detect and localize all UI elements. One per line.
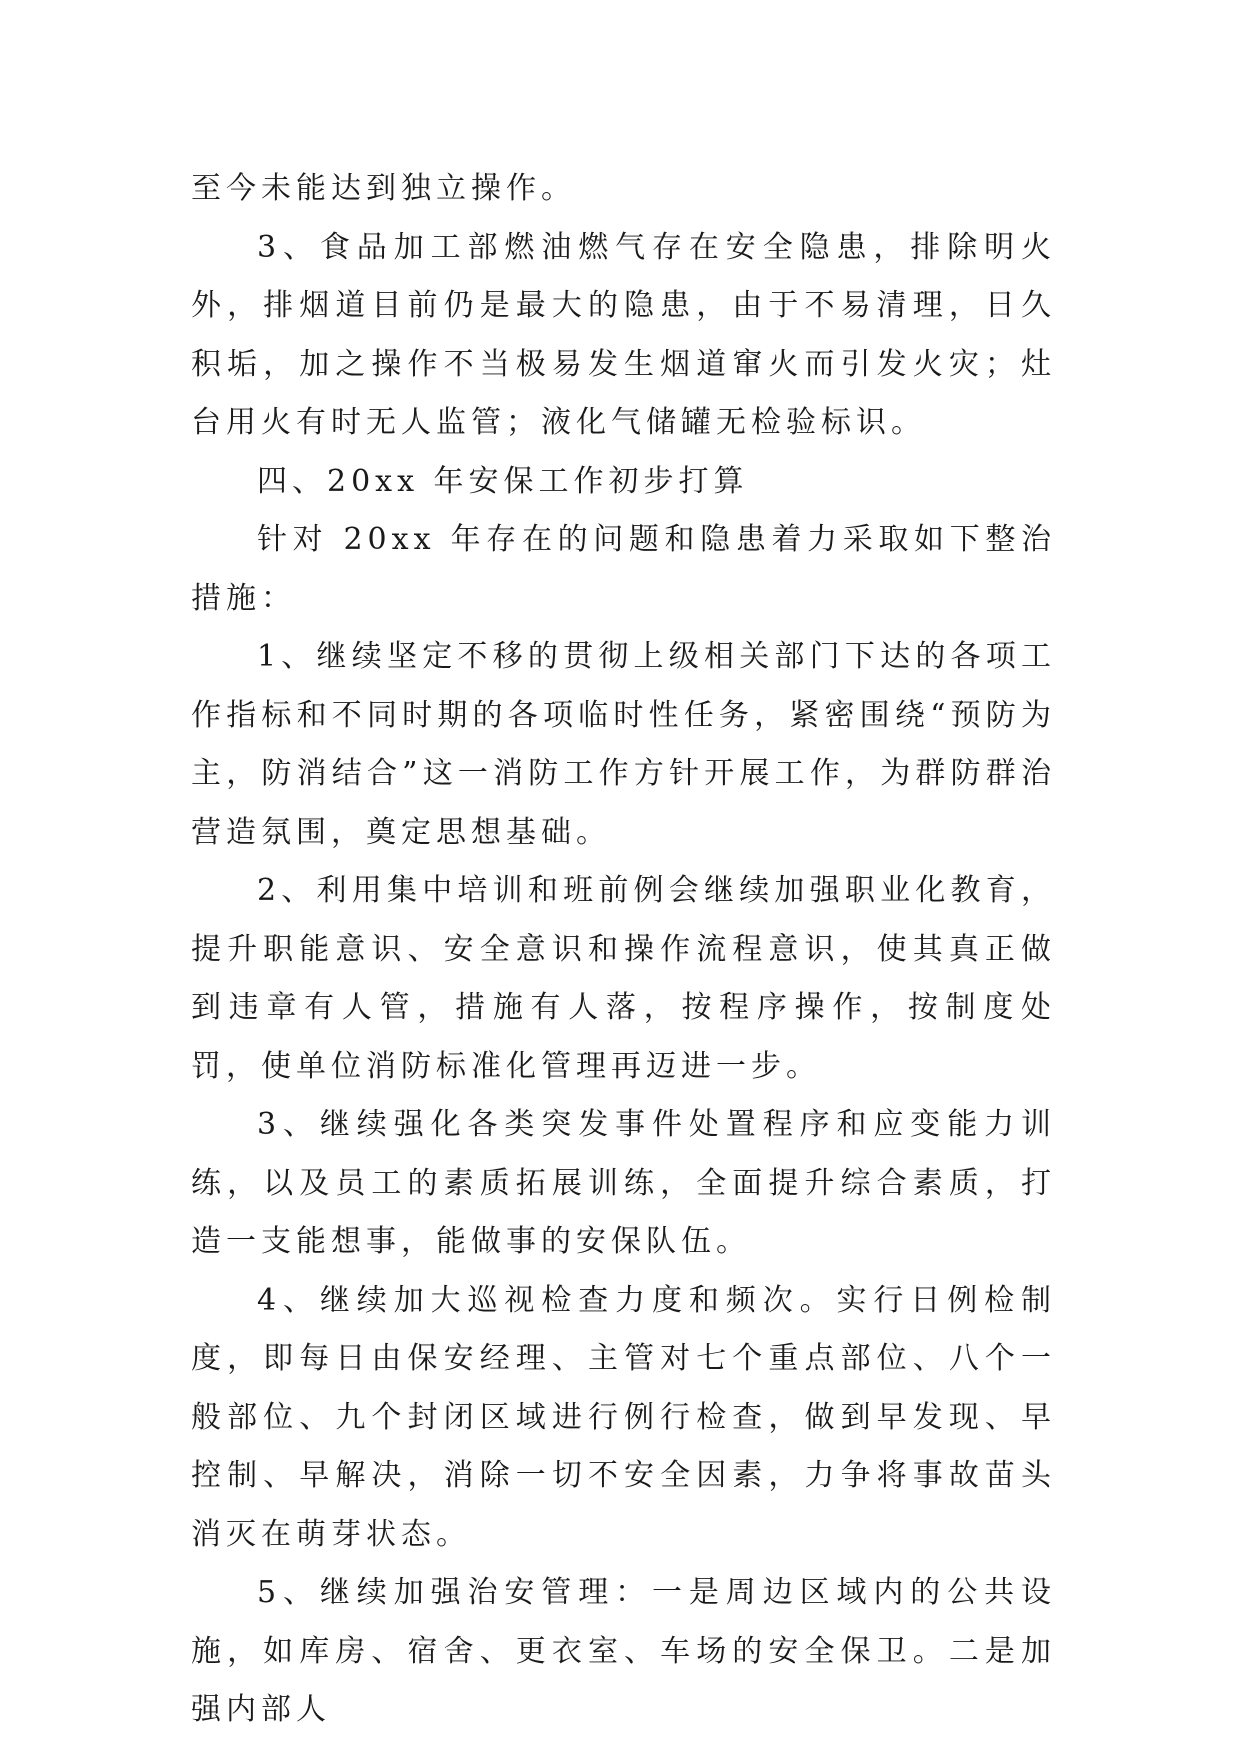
paragraph-measures-intro: 针对 20xx 年存在的问题和隐患着力采取如下整治措施： xyxy=(191,522,1056,616)
paragraph-item-3-kitchen-hazard: 3、食品加工部燃油燃气存在安全隐患，排除明火外，排烟道目前仍是最大的隐患，由于不易清理，日久积垢，加之操作不当极易发生烟道窜火而引发火灾；灶台用火有时无人监管；液化气储罐无检验标识。 xyxy=(191,229,1056,440)
section-heading-security-plan: 四、20xx 年安保工作初步打算 xyxy=(257,463,749,499)
paragraph-measure-5: 5、继续加强治安管理：一是周边区域内的公共设施，如库房、宿舍、更衣室、车场的安全保卫。二是加强内部人 xyxy=(191,1575,1056,1727)
paragraph-measure-4: 4、继续加大巡视检查力度和频次。实行日例检制度，即每日由保安经理、主管对七个重点部位、八个一般部位、九个封闭区域进行例行检查，做到早发现、早控制、早解决，消除一切不安全因素，力争将事故苗头消灭在萌芽状态。 xyxy=(191,1282,1056,1552)
paragraph-measure-2: 2、利用集中培训和班前例会继续加强职业化教育，提升职能意识、安全意识和操作流程意识，使其真正做到违章有人管，措施有人落，按程序操作，按制度处罚，使单位消防标准化管理再迈进一步。 xyxy=(191,873,1056,1084)
paragraph-measure-3: 3、继续强化各类突发事件处置程序和应变能力训练，以及员工的素质拓展训练，全面提升综合素质，打造一支能想事，能做事的安保队伍。 xyxy=(191,1107,1056,1259)
document-body xyxy=(191,160,1056,1740)
paragraph-continuation: 至今未能达到独立操作。 xyxy=(191,171,576,206)
paragraph-measure-1: 1、继续坚定不移的贯彻上级相关部门下达的各项工作指标和不同时期的各项临时性任务，紧密围绕“预防为主，防消结合”这一消防工作方针开展工作，为群防群治营造氛围，奠定思想基础。 xyxy=(191,639,1056,850)
